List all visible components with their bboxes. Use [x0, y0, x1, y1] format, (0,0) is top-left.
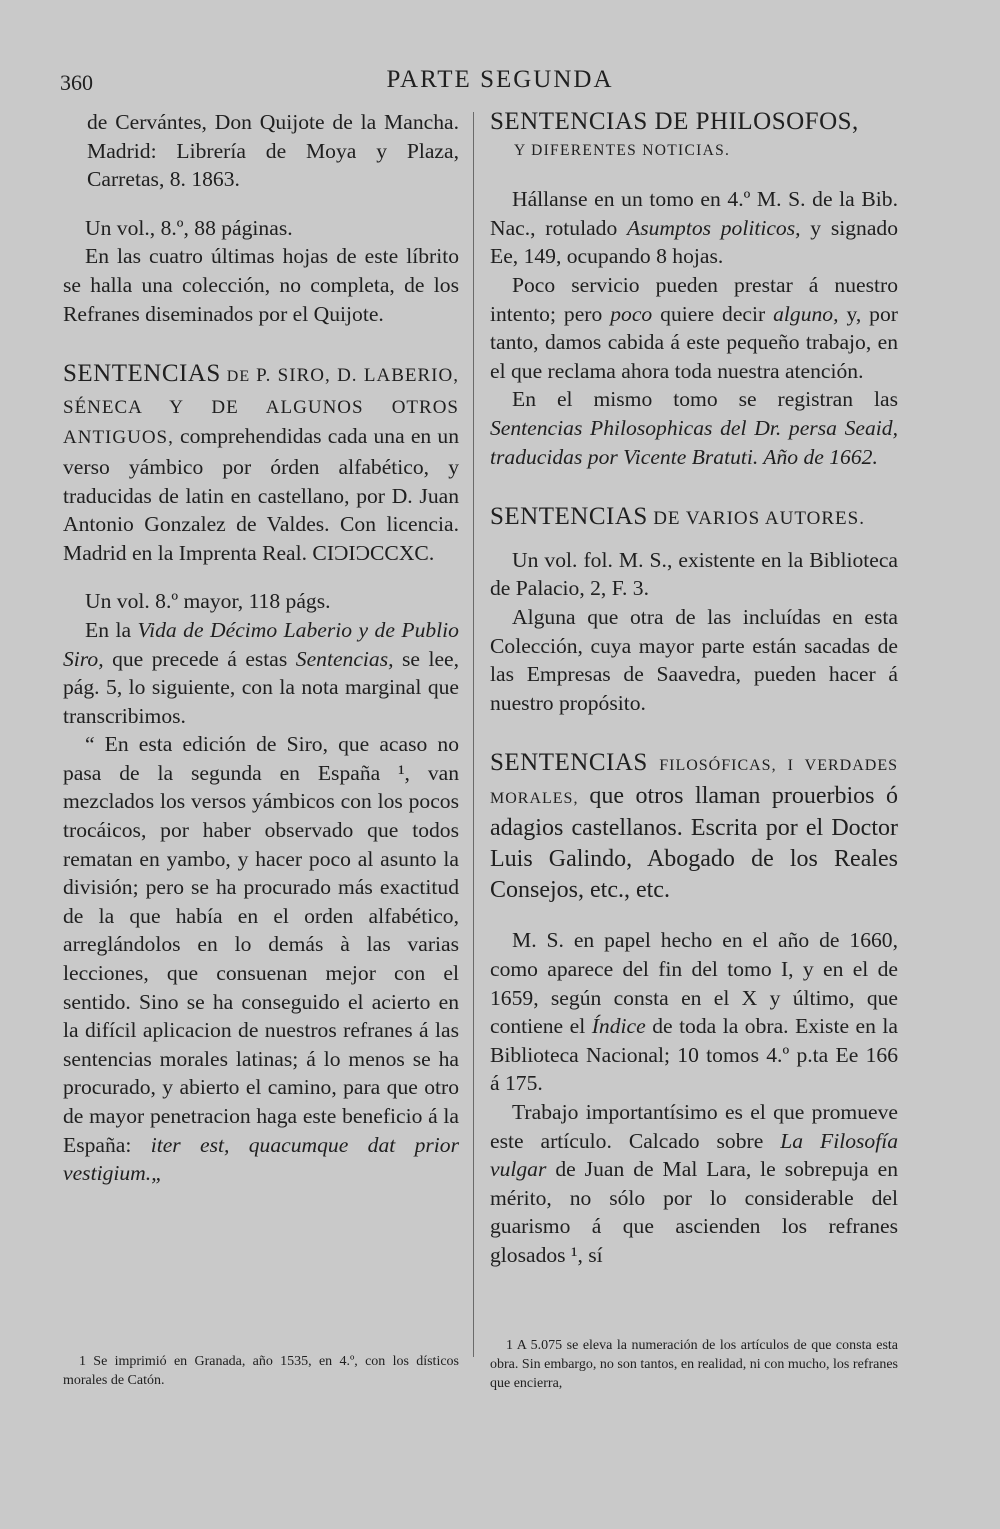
- p2-italic-poco: poco: [610, 301, 653, 326]
- p3-text-a: En el mismo tomo se registran las: [512, 387, 898, 412]
- p1-text-a: Hállanse en un tomo en 4.º M. S. de la Bib. Nac., rotulado: [490, 187, 898, 240]
- column-divider: [473, 112, 474, 1357]
- galindo-p1-a: M. S. en papel hecho en el año de 1660, como aparece del fin del tomo I, y en el de 1659, según consta en el X y último, que contiene el: [490, 928, 898, 1039]
- p2-text-c: y, por tanto, damos cabida á este pequeño trabajo, en el que reclama ahora toda nuestra atención.: [490, 301, 898, 383]
- galindo-p1-italic: Índice: [591, 1014, 646, 1039]
- entry-siro-head-tail: comprehendidas cada una en un verso yámbico por órden alfabético, y traducidas de latin en castellano, por D. Juan Antonio Gonzalez de Valdes. Con licencia. Madrid en la Imprenta Real. CIƆIƆCCXC.: [63, 424, 459, 565]
- varios-head-caps: SENTENCIAS: [490, 503, 648, 531]
- p2-text-b: quiere decir: [660, 301, 766, 326]
- entry-varios-p1: Un vol. fol. M. S., existente en la Biblioteca de Palacio, 2, F. 3.: [490, 547, 898, 601]
- entry-varios-p2: Alguna que otra de las incluídas en esta Colección, cuya mayor parte están sacadas de las Empresas de Saavedra, pueden hacer á nuestro propósito.: [490, 604, 898, 715]
- right-footnote-text: 1 A 5.075 se eleva la numeración de los artículos de que consta esta obra. Sin embargo, no son tantos, en realidad, ni con mucho, los refranes que encierra,: [490, 1338, 898, 1391]
- entry-siro-heading: [63, 360, 459, 567]
- left-column: [63, 108, 459, 1188]
- galindo-p2-b: de Juan de Mal Lara, le sobrepuja en mérito, no sólo por lo considerable del guarismo á que ascienden los refranes glosados ¹, sí: [490, 1157, 898, 1267]
- entry-siro-note: [63, 616, 459, 730]
- running-title: PARTE SEGUNDA: [386, 66, 614, 93]
- note-italic-title: Vida de Décimo Laberio y de Publio Siro,: [63, 617, 459, 671]
- entry-cervantes-desc: Un vol., 8.º, 88 páginas.: [85, 215, 293, 240]
- entry-philosofos-p3: [490, 385, 898, 471]
- galindo-p2-italic: La Filosofía vulgar: [490, 1128, 899, 1182]
- entry-siro-head-names: P. SIRO, D. LABERIO, SÉNECA Y DE ALGUNOS OTROS ANTIGUOS,: [63, 365, 459, 449]
- entry-galindo-p1: [490, 926, 898, 1098]
- note-text-c: se lee, pág. 5, lo siguiente, con la nota marginal que transcribimos.: [63, 646, 460, 728]
- right-column: [490, 108, 898, 1270]
- entry-cervantes-note: En las cuatro últimas hojas de este líbrito se halla una colección, no completa, de los Refranes diseminados por el Quijote.: [63, 244, 459, 326]
- entry-cervantes-title: de Cervántes, Don Quijote de la Mancha. Madrid: Librería de Moya y Plaza, Carretas, 8. 1863.: [87, 110, 459, 192]
- entry-galindo-p2: [490, 1098, 898, 1270]
- running-head: [0, 66, 1000, 96]
- entry-philosofos-p1: [490, 185, 898, 271]
- entry-varios-heading: [490, 503, 898, 534]
- p1-text-b: y signado Ee, 149, ocupando 8 hojas.: [490, 215, 899, 269]
- entry-siro-head-caps: SENTENCIAS: [63, 360, 221, 388]
- galindo-head-smallcaps: FILOSÓFICAS, I VERDADES MORALES,: [490, 757, 898, 807]
- p1-italic: Asumptos politicos,: [627, 215, 801, 240]
- p2-text-a: Poco servicio pueden prestar á nuestro intento; pero: [490, 272, 898, 326]
- p2-italic-alguno: alguno,: [773, 301, 839, 326]
- note-text-b: que precede á estas: [112, 646, 288, 671]
- page-number: 360: [60, 70, 93, 95]
- entry-siro-desc: Un vol. 8.º mayor, 118 págs.: [85, 589, 331, 614]
- galindo-p2-a: Trabajo importantísimo es el que promueve este artículo. Calcado sobre: [490, 1100, 898, 1153]
- note-italic-sentencias: Sentencias,: [295, 646, 394, 671]
- entry-siro-quote: [63, 730, 459, 1188]
- p3-italic: Sentencias Philosophicas del Dr. persa Seaid, traducidas por Vicente Bratuti. Año de 1662.: [490, 415, 898, 469]
- note-text-a: En la: [85, 617, 132, 642]
- galindo-head-caps: SENTENCIAS: [490, 749, 648, 777]
- entry-philosofos-heading: SENTENCIAS DE PHILOSOFOS,: [490, 108, 859, 135]
- quote-text: “ En esta edición de Siro, que acaso no pasa de la segunda en España ¹, van mezclados los versos yámbicos con los pocos trocáicos, por haber observado que todos rematan en yambo, y hacer poco al asunto la división; pero se ha procurado más exactitud de la que había en el orden alfabético, arreglándolos en lo demás à las varias lecciones, que consuenan mejor con el sentido. Sino se ha conseguido el acierto en la difícil aplicacion de nuestros refranes á las sentencias morales latinas; á lo menos se ha procurado, y abierto el camino, para que otro de mayor penetracion haga este beneficio á la España:: [63, 732, 459, 1157]
- right-footnote: [490, 1336, 898, 1393]
- entry-siro-head-de: DE: [226, 368, 251, 386]
- entry-galindo-heading: [490, 749, 898, 906]
- quote-latin: iter est, quacumque dat prior vestigium.„: [63, 1132, 459, 1186]
- galindo-head-rest: que otros llaman prouerbios ó adagios castellanos. Escrita por el Doctor Luis Galindo, Abogado de los Reales Consejos, etc., etc.: [490, 782, 898, 904]
- entry-philosofos-p2: [490, 271, 898, 385]
- left-footnote: [63, 1352, 459, 1390]
- galindo-p1-b: de toda la obra. Existe en la Biblioteca Nacional; 10 tomos 4.º p.ta Ee 166 á 175.: [490, 1014, 898, 1096]
- left-footnote-text: 1 Se imprimió en Granada, año 1535, en 4.º, con los dísticos morales de Catón.: [63, 1354, 459, 1388]
- varios-head-rest: DE VARIOS AUTORES.: [653, 508, 865, 530]
- entry-philosofos-subheading: Y DIFERENTES NOTICIAS.: [514, 141, 731, 159]
